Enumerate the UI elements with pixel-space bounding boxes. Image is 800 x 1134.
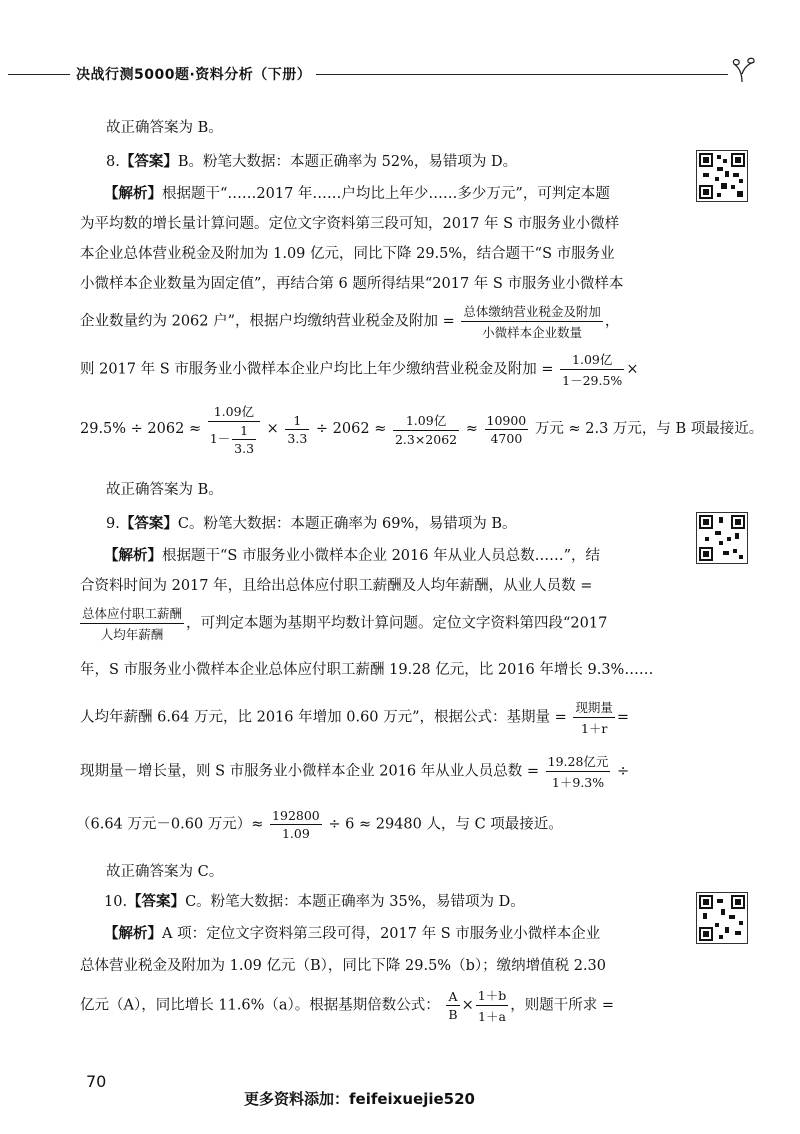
qr-code-icon[interactable] bbox=[696, 892, 748, 944]
calc-text: 万元 ≈ 2.3 万元，与 B 项最接近。 bbox=[534, 421, 764, 437]
fraction-denominator: B bbox=[448, 1007, 458, 1022]
header-rule-left bbox=[8, 74, 70, 75]
fraction-denominator: 1＋r bbox=[573, 717, 615, 737]
q9-answer-text: C。粉笔大数据：本题正确率为 69%，易错项为 B。 bbox=[177, 516, 517, 532]
fraction bbox=[393, 411, 459, 447]
q8-answer-text: B。粉笔大数据：本题正确率为 52%，易错项为 D。 bbox=[177, 154, 518, 170]
conclusion-line: 故正确答案为 C。 bbox=[106, 864, 224, 880]
operator: × bbox=[626, 361, 639, 378]
operator: = bbox=[616, 709, 630, 726]
fraction-numerator: 19.28亿元 bbox=[547, 754, 609, 769]
header-rule-right bbox=[316, 74, 728, 75]
footer-note: 更多资料添加：feifeixuejie520 bbox=[244, 1090, 475, 1108]
q9-analysis-line-2: 合资料时间为 2017 年，且给出总体应付职工薪酬及人均年薪酬，从业人员数 = bbox=[80, 578, 593, 594]
fraction-denominator: 人均年薪酬 bbox=[80, 623, 184, 643]
fraction-numerator: 1.09亿 bbox=[572, 352, 613, 367]
fraction bbox=[476, 986, 508, 1025]
analysis-label: 【解析】 bbox=[104, 547, 162, 564]
fraction-denominator: 1－29.5% bbox=[560, 369, 624, 389]
fraction-denominator: 4700 bbox=[485, 429, 529, 446]
fraction bbox=[546, 752, 611, 791]
answer-label: 【答案】 bbox=[127, 893, 186, 910]
q9-analysis-line-6 bbox=[80, 752, 629, 791]
fraction bbox=[461, 302, 603, 341]
q10-analysis-line-2: 总体营业税金及附加为 1.09 亿元（B），同比下降 29.5%（b）；缴纳增值税 2.30 bbox=[80, 958, 607, 974]
q8-analysis-text-1: 根据题干“……2017 年……户均比上年少……多少万元”，可判定本题 bbox=[162, 186, 610, 202]
q8-analysis-line-3: 本企业总体营业税金及附加为 1.09 亿元，同比下降 29.5%，结合题干“S 市服务业 bbox=[80, 246, 615, 262]
q8-analysis-line-4: 小微样本企业数量为固定值”，再结合第 6 题所得结果“2017 年 S 市服务业小微样本 bbox=[80, 276, 624, 292]
qr-code-icon[interactable] bbox=[696, 150, 748, 202]
q8-analysis-line-5 bbox=[80, 302, 619, 341]
fraction bbox=[560, 350, 624, 389]
q10-answer-line bbox=[104, 892, 525, 912]
operator: × bbox=[461, 997, 474, 1014]
q8-analysis-text-6: 则 2017 年 S 市服务业小微样本企业户均比上年少缴纳营业税金及附加 = bbox=[80, 361, 554, 378]
q10-analysis-line-3 bbox=[80, 986, 614, 1025]
operator: ≈ bbox=[465, 421, 478, 437]
q8-analysis-line-1 bbox=[104, 184, 610, 204]
fraction-denominator: 2.3×2062 bbox=[394, 432, 458, 447]
q9-answer-line bbox=[106, 514, 517, 534]
fraction-denominator: 1.09 bbox=[270, 824, 322, 841]
q10-analysis-line-1 bbox=[104, 924, 600, 944]
calc-text: （6.64 万元－0.60 万元）≈ bbox=[76, 816, 264, 833]
punctuation: ， bbox=[604, 313, 620, 330]
fraction-numerator: 192800 bbox=[272, 808, 320, 823]
q8-answer-line bbox=[106, 152, 517, 172]
fraction-numerator: 1＋b bbox=[477, 988, 507, 1003]
fraction-numerator: 10900 bbox=[486, 412, 527, 428]
sprout-icon bbox=[728, 56, 756, 84]
fraction-numerator: 1.09亿 bbox=[405, 413, 447, 428]
q8-number: 8. bbox=[106, 154, 120, 170]
q9-calculation-line bbox=[76, 808, 563, 841]
q9-analysis-line-5 bbox=[80, 698, 629, 737]
q9-analysis-text-5: 人均年薪酬 6.64 万元，比 2016 年增加 0.60 万元”，根据公式：基期量 = bbox=[80, 709, 567, 726]
answer-label: 【答案】 bbox=[119, 515, 178, 532]
fraction-numerator: 1.09亿 bbox=[213, 404, 255, 419]
fraction bbox=[446, 989, 459, 1022]
q10-analysis-text-end: ，则题干所求 = bbox=[510, 997, 614, 1014]
fraction-denominator: 小微样本企业数量 bbox=[461, 321, 603, 341]
running-header bbox=[0, 62, 760, 86]
header-title: 决战行测5000题·资料分析（下册） bbox=[76, 67, 312, 83]
q8-calculation-line bbox=[80, 402, 763, 456]
q10-answer-text: C。粉笔大数据：本题正确率为 35%，易错项为 D。 bbox=[185, 894, 525, 910]
operator: × bbox=[266, 421, 279, 437]
calc-text: ÷ 6 ≈ 29480 人，与 C 项最接近。 bbox=[328, 816, 563, 833]
fraction-numerator: 1 bbox=[293, 412, 302, 428]
calc-text: 1－ bbox=[209, 431, 231, 446]
nested-fraction bbox=[232, 423, 256, 456]
fraction-numerator: 现期量 bbox=[575, 700, 613, 715]
compound-fraction bbox=[208, 402, 260, 456]
fraction-denominator: 1＋9.3% bbox=[546, 771, 611, 791]
q9-analysis-text-1: 根据题干“S 市服务业小微样本企业 2016 年从业人员总数……”，结 bbox=[162, 548, 600, 564]
q9-analysis-line-1 bbox=[104, 546, 600, 566]
conclusion-line: 故正确答案为 B。 bbox=[106, 120, 223, 136]
operator: ÷ bbox=[617, 763, 630, 780]
q8-analysis-line-2: 为平均数的增长量计算问题。定位文字资料第三段可知，2017 年 S 市服务业小微样 bbox=[80, 216, 620, 232]
calc-text: ÷ 2062 ≈ bbox=[315, 421, 387, 437]
fraction-denominator: 1＋a bbox=[476, 1005, 508, 1025]
fraction-numerator: 1 bbox=[240, 423, 249, 438]
q9-analysis-line-4: 年，S 市服务业小微样本企业总体应付职工薪酬 19.28 亿元，比 2016 年增长 9.3%…… bbox=[80, 662, 654, 678]
fraction bbox=[270, 808, 322, 841]
calc-text: 29.5% ÷ 2062 ≈ bbox=[80, 421, 202, 437]
page-number: 70 bbox=[86, 1072, 107, 1091]
fraction bbox=[485, 413, 529, 446]
q10-analysis-text-3: 亿元（A），同比增长 11.6%（a）。根据基期倍数公式： bbox=[80, 997, 440, 1014]
conclusion-line: 故正确答案为 B。 bbox=[106, 482, 223, 498]
answer-label: 【答案】 bbox=[119, 153, 178, 170]
q8-analysis-line-6 bbox=[80, 350, 638, 389]
fraction-numerator: 总体应付职工薪酬 bbox=[82, 606, 183, 621]
fraction bbox=[573, 698, 615, 737]
fraction-numerator: A bbox=[448, 989, 458, 1004]
q9-analysis-text-3: ，可判定本题为基期平均数计算问题。定位文字资料第四段“2017 bbox=[186, 615, 608, 632]
analysis-label: 【解析】 bbox=[104, 925, 162, 942]
q8-analysis-text-5: 企业数量约为 2062 户”，根据户均缴纳营业税金及附加 = bbox=[80, 313, 455, 330]
q10-number: 10. bbox=[104, 894, 128, 910]
fraction-denominator: 3.3 bbox=[287, 430, 308, 446]
fraction bbox=[285, 413, 309, 446]
qr-code-icon[interactable] bbox=[696, 512, 748, 564]
analysis-label: 【解析】 bbox=[104, 185, 162, 202]
q9-analysis-line-3 bbox=[78, 604, 607, 643]
q9-analysis-text-6: 现期量－增长量，则 S 市服务业小微样本企业 2016 年从业人员总数 = bbox=[80, 763, 540, 780]
fraction bbox=[80, 604, 184, 643]
fraction-numerator: 总体缴纳营业税金及附加 bbox=[463, 304, 601, 319]
fraction-denominator: 3.3 bbox=[234, 441, 255, 456]
q9-number: 9. bbox=[106, 516, 120, 532]
fraction-denominator bbox=[208, 421, 260, 456]
q10-analysis-text-1: A 项：定位文字资料第三段可得，2017 年 S 市服务业小微样本企业 bbox=[162, 926, 601, 942]
